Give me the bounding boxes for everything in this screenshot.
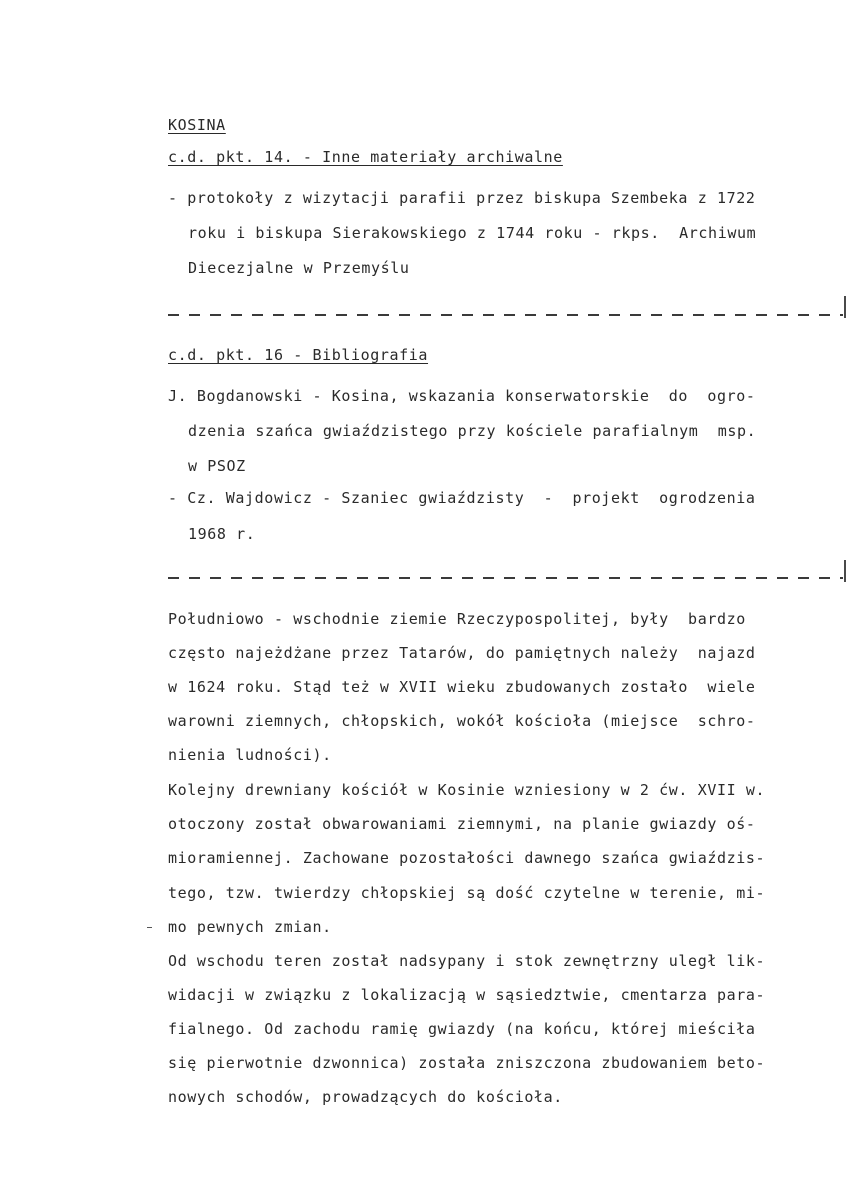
- dashed-separator: [168, 314, 843, 316]
- body-line: Kolejny drewniany kościół w Kosinie wzniesiony w 2 ćw. XVII w.: [168, 781, 766, 799]
- body-line: się pierwotnie dzwonnica) została zniszczona zbudowaniem beto-: [168, 1054, 766, 1072]
- margin-mark: [147, 927, 152, 928]
- section-title-archival: c.d. pkt. 14. - Inne materiały archiwalne: [168, 148, 563, 166]
- body-line: Od wschodu teren został nadsypany i stok zewnętrzny uległ lik-: [168, 952, 766, 970]
- text-line: dzenia szańca gwiaździstego przy kościele parafialnym msp.: [188, 422, 757, 440]
- body-line: nowych schodów, prowadzących do kościoła.: [168, 1088, 563, 1106]
- text-line: roku i biskupa Sierakowskiego z 1744 roku - rkps. Archiwum: [188, 224, 757, 242]
- body-line: fialnego. Od zachodu ramię gwiazdy (na końcu, której mieściła: [168, 1020, 756, 1038]
- dashed-separator: [168, 577, 843, 579]
- text-line: - protokoły z wizytacji parafii przez biskupa Szembeka z 1722: [168, 189, 756, 207]
- document-heading: KOSINA: [168, 116, 226, 134]
- body-line: często najeżdżane przez Tatarów, do pamiętnych należy najazd: [168, 644, 756, 662]
- body-line: nienia ludności).: [168, 746, 332, 764]
- body-line: widacji w związku z lokalizacją w sąsiedztwie, cmentarza para-: [168, 986, 766, 1004]
- body-line: w 1624 roku. Stąd też w XVII wieku zbudowanych zostało wiele: [168, 678, 756, 696]
- body-line: otoczony został obwarowaniami ziemnymi, na planie gwiazdy oś-: [168, 815, 756, 833]
- body-line: warowni ziemnych, chłopskich, wokół kościoła (miejsce schro-: [168, 712, 756, 730]
- section-title-bibliography: c.d. pkt. 16 - Bibliografia: [168, 346, 429, 364]
- body-line: mo pewnych zmian.: [168, 918, 332, 936]
- page-edge-mark: [844, 296, 846, 318]
- page-edge-mark: [844, 560, 846, 582]
- text-line: w PSOZ: [188, 457, 246, 475]
- text-line: - Cz. Wajdowicz - Szaniec gwiaździsty - projekt ogrodzenia: [168, 489, 756, 507]
- text-line: J. Bogdanowski - Kosina, wskazania konserwatorskie do ogro-: [168, 387, 756, 405]
- body-line: mioramiennej. Zachowane pozostałości dawnego szańca gwiaździs-: [168, 849, 766, 867]
- body-line: Południowo - wschodnie ziemie Rzeczypospolitej, były bardzo: [168, 610, 746, 628]
- body-line: tego, tzw. twierdzy chłopskiej są dość czytelne w terenie, mi-: [168, 884, 766, 902]
- text-line: 1968 r.: [188, 525, 256, 543]
- text-line: Diecezjalne w Przemyślu: [188, 259, 410, 277]
